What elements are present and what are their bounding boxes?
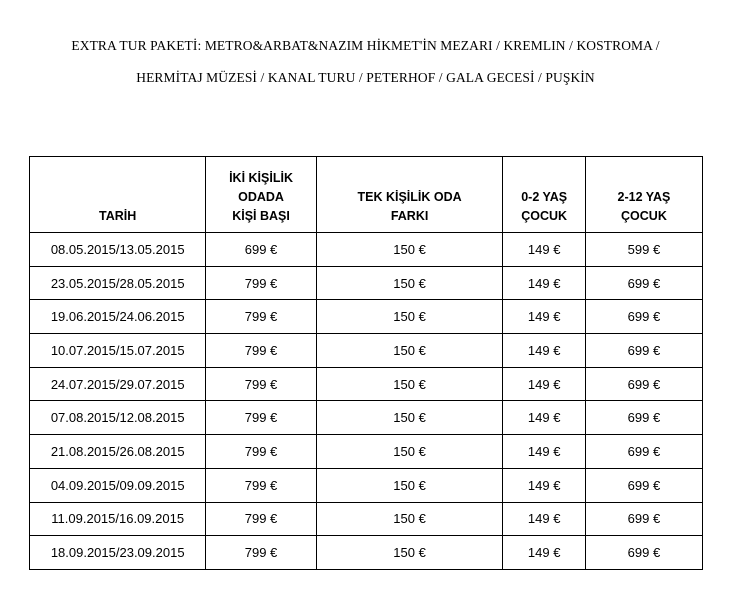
cell-double-room-price: 799 € [206, 266, 316, 300]
header-single-room-line: TEK KİŞİLİK ODA [357, 190, 462, 204]
cell-date: 04.09.2015/09.09.2015 [30, 468, 206, 502]
cell-single-room-supplement: 150 € [316, 536, 503, 570]
cell-single-room-supplement: 150 € [316, 401, 503, 435]
cell-date: 21.08.2015/26.08.2015 [30, 435, 206, 469]
cell-child-0-2-price: 149 € [503, 536, 585, 570]
header-date [30, 157, 206, 233]
cell-single-room-supplement: 150 € [316, 233, 503, 267]
table-row [30, 367, 703, 401]
table-row [30, 536, 703, 570]
cell-double-room-price: 699 € [206, 233, 316, 267]
cell-single-room-supplement: 150 € [316, 468, 503, 502]
cell-child-0-2-price: 149 € [503, 266, 585, 300]
cell-single-room-supplement: 150 € [316, 300, 503, 334]
cell-child-2-12-price: 699 € [585, 435, 702, 469]
cell-single-room-supplement: 150 € [316, 502, 503, 536]
cell-double-room-price: 799 € [206, 468, 316, 502]
cell-date: 11.09.2015/16.09.2015 [30, 502, 206, 536]
title-line-2: HERMİTAJ MÜZESİ / KANAL TURU / PETERHOF / GALA GECESİ / PUŞKİN [136, 70, 595, 85]
cell-date: 07.08.2015/12.08.2015 [30, 401, 206, 435]
page-title [0, 30, 731, 94]
cell-child-2-12-price: 699 € [585, 401, 702, 435]
cell-child-0-2-price: 149 € [503, 468, 585, 502]
table-row [30, 502, 703, 536]
table-row [30, 435, 703, 469]
cell-child-2-12-price: 699 € [585, 334, 702, 368]
header-row [30, 157, 703, 233]
cell-date: 10.07.2015/15.07.2015 [30, 334, 206, 368]
header-child-2-12 [585, 157, 702, 233]
cell-double-room-price: 799 € [206, 367, 316, 401]
cell-double-room-price: 799 € [206, 502, 316, 536]
header-double-room [206, 157, 316, 233]
header-single-room-line: FARKI [390, 209, 429, 223]
header-double-room-line: ODADA [238, 190, 284, 204]
cell-child-2-12-price: 699 € [585, 536, 702, 570]
table-row [30, 468, 703, 502]
cell-child-0-2-price: 149 € [503, 233, 585, 267]
cell-child-0-2-price: 149 € [503, 334, 585, 368]
cell-child-2-12-price: 699 € [585, 367, 702, 401]
cell-child-0-2-price: 149 € [503, 435, 585, 469]
cell-child-2-12-price: 699 € [585, 502, 702, 536]
table-row [30, 266, 703, 300]
header-child-0-2 [503, 157, 585, 233]
header-date-line: TARİH [99, 209, 137, 223]
cell-single-room-supplement: 150 € [316, 435, 503, 469]
title-line-1: EXTRA TUR PAKETİ: METRO&ARBAT&NAZIM HİKMET'İN MEZARI / KREMLIN / KOSTROMA / [71, 38, 660, 53]
table-row [30, 401, 703, 435]
cell-date: 18.09.2015/23.09.2015 [30, 536, 206, 570]
header-child-2-12-line: 2-12 YAŞ [617, 190, 671, 204]
price-table [29, 156, 703, 570]
cell-date: 19.06.2015/24.06.2015 [30, 300, 206, 334]
cell-child-2-12-price: 699 € [585, 300, 702, 334]
cell-double-room-price: 799 € [206, 536, 316, 570]
cell-double-room-price: 799 € [206, 334, 316, 368]
header-child-0-2-line: 0-2 YAŞ [521, 190, 568, 204]
cell-child-2-12-price: 699 € [585, 468, 702, 502]
cell-double-room-price: 799 € [206, 435, 316, 469]
header-double-room-line: İKİ KİŞİLİK [229, 171, 293, 185]
cell-double-room-price: 799 € [206, 401, 316, 435]
cell-double-room-price: 799 € [206, 300, 316, 334]
cell-child-0-2-price: 149 € [503, 300, 585, 334]
cell-date: 23.05.2015/28.05.2015 [30, 266, 206, 300]
header-child-2-12-line: ÇOCUK [621, 209, 667, 223]
cell-single-room-supplement: 150 € [316, 367, 503, 401]
header-double-room-line: KİŞİ BAŞI [232, 209, 290, 223]
cell-child-0-2-price: 149 € [503, 367, 585, 401]
cell-child-2-12-price: 599 € [585, 233, 702, 267]
cell-single-room-supplement: 150 € [316, 334, 503, 368]
table-row [30, 334, 703, 368]
cell-date: 24.07.2015/29.07.2015 [30, 367, 206, 401]
table-row [30, 300, 703, 334]
cell-child-2-12-price: 699 € [585, 266, 702, 300]
cell-child-0-2-price: 149 € [503, 401, 585, 435]
table-row [30, 233, 703, 267]
cell-single-room-supplement: 150 € [316, 266, 503, 300]
header-child-0-2-line: ÇOCUK [521, 209, 568, 223]
cell-child-0-2-price: 149 € [503, 502, 585, 536]
header-single-room [316, 157, 503, 233]
cell-date: 08.05.2015/13.05.2015 [30, 233, 206, 267]
